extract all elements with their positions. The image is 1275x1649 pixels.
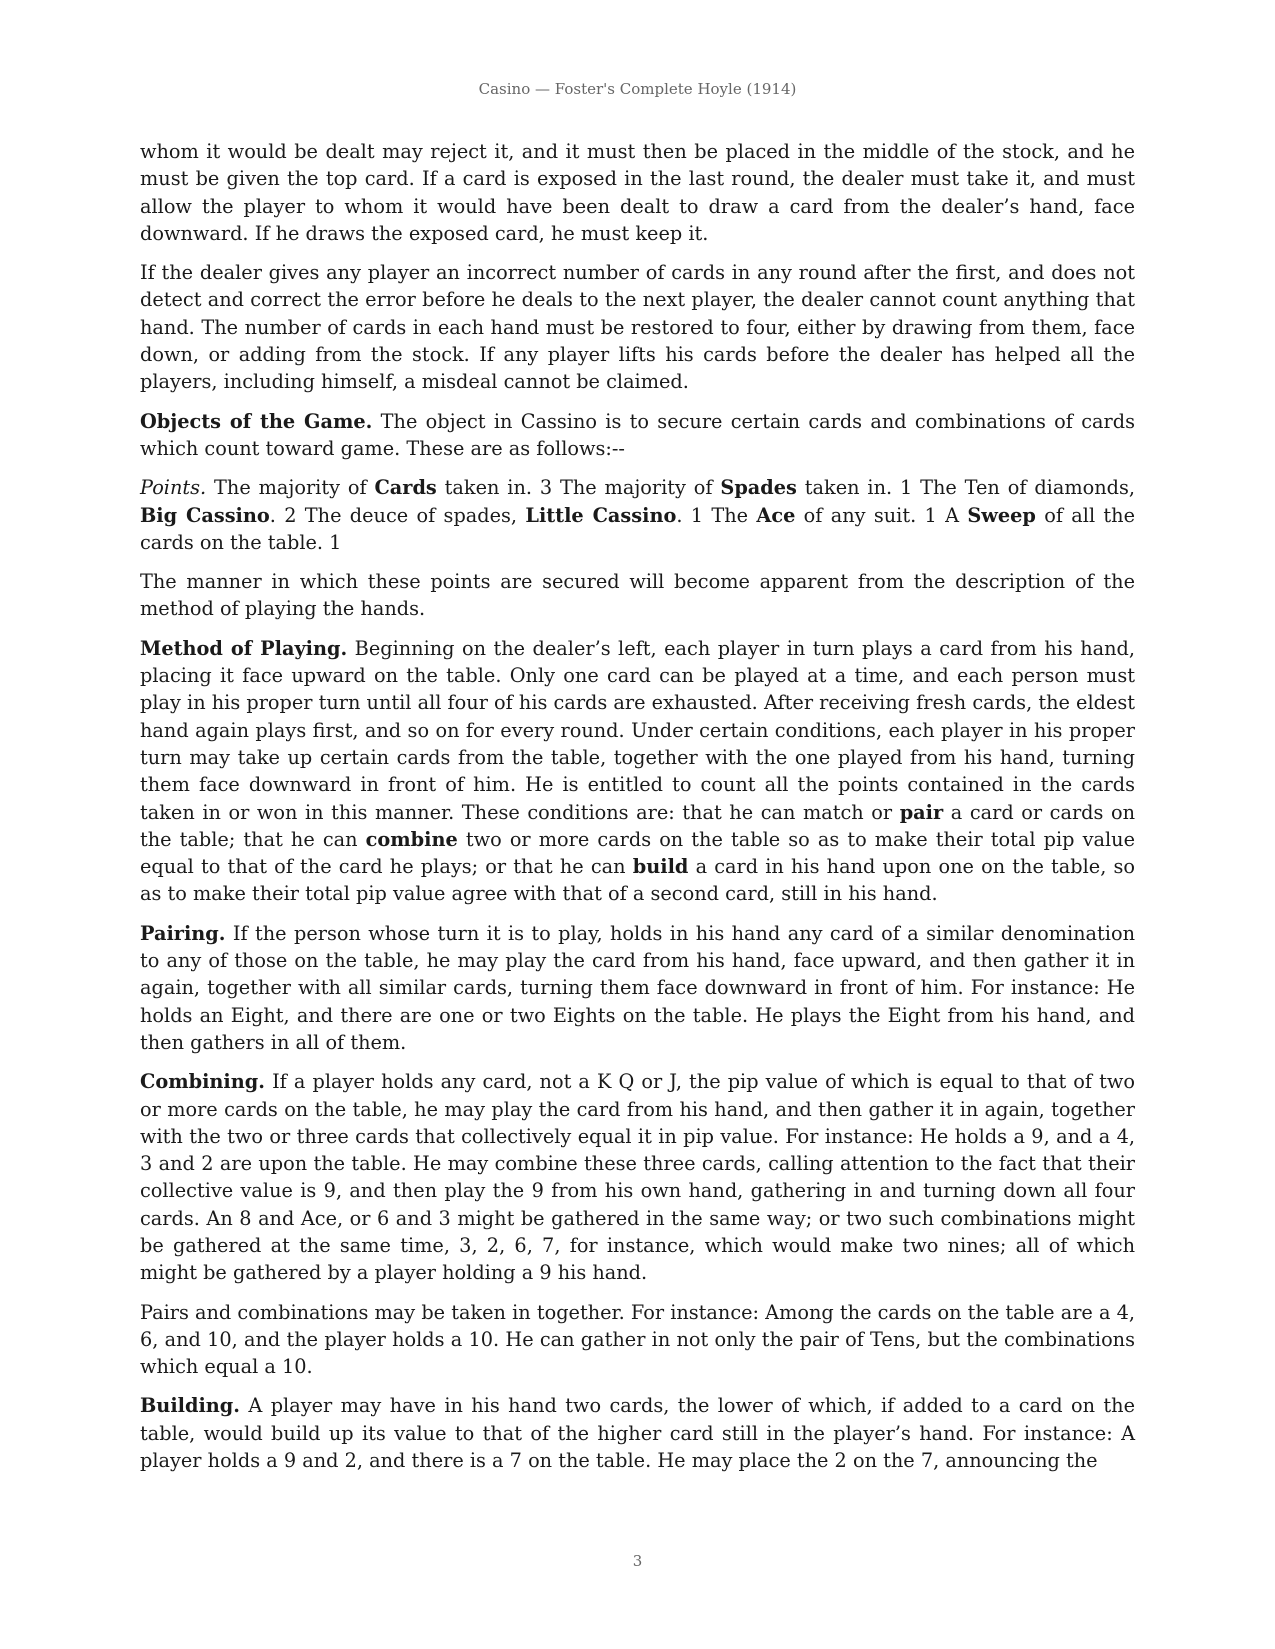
text-run: taken in. 3 The majority of: [436, 476, 721, 500]
text-run: taken in. 1 The Ten of diamonds,: [796, 476, 1136, 500]
text-run: a card or cards on the table; that he can: [140, 800, 1135, 851]
paragraph-points: [140, 474, 1135, 556]
paragraph-points-secured: [140, 568, 1135, 623]
text-run: two or more cards on the table so as to make their total pip value equal to that of the card he plays; or that he can: [140, 827, 1135, 879]
points-label: Points.: [140, 476, 207, 500]
section-heading: Objects of the Game.: [140, 409, 373, 433]
paragraph-text: The manner in which these points are secured will become apparent from the description of the method of playing the hands.: [140, 570, 1135, 621]
paragraph-incorrect-deal: [140, 259, 1135, 395]
term-combine: combine: [365, 827, 458, 851]
page-number: 3: [632, 1552, 643, 1570]
text-run: . 1 The: [676, 503, 757, 527]
section-heading: Method of Playing.: [140, 636, 348, 660]
body-text: [140, 138, 1135, 1486]
paragraph-combining: [140, 1068, 1135, 1286]
paragraph-text: Pairs and combinations may be taken in together. For instance: Among the cards on the table are a 4, 6, and 10, and the player holds a 10. He can gather in not only the pair of Tens, but the combinations which equal a 10.: [140, 1300, 1135, 1379]
paragraph-text: If the dealer gives any player an incorrect number of cards in any round after the first, and does not detect and correct the error before he deals to the next player, the dealer cannot count anything that hand. The number of cards in each hand must be restored to four, either by drawing from them, face down, or adding from the stock. If any player lifts his cards before the dealer has helped all the players, including himself, a misdeal cannot be claimed.: [140, 261, 1135, 394]
section-heading: Pairing.: [140, 921, 226, 945]
term-build: build: [632, 855, 689, 879]
paragraph-text: A player may have in his hand two cards, the lower of which, if added to a card on the table, would build up its value to that of the higher card still in the player’s hand. For instance: A player holds a 9 and 2, and there is a 7 on the table. He may place the 2 on the 7, announcing the: [140, 1394, 1135, 1473]
text-run: of any suit. 1 A: [795, 503, 968, 527]
paragraph-method-of-playing: [140, 635, 1135, 908]
paragraph-dealing-exposed-card: [140, 138, 1135, 247]
text-run: a card in his hand upon one on the table, so as to make their total pip value agree with that of a second card, still in his hand.: [140, 855, 1135, 906]
term-big-cassino: Big Cassino: [140, 503, 270, 527]
term-sweep: Sweep: [967, 503, 1036, 527]
term-cards: Cards: [374, 476, 437, 500]
running-title: Casino — Foster's Complete Hoyle (1914): [478, 80, 797, 98]
paragraph-pairs-and-combinations: [140, 1299, 1135, 1381]
paragraph-pairing: [140, 920, 1135, 1056]
paragraph-text: whom it would be dealt may reject it, and it must then be placed in the middle of the stock, and he must be given the top card. If a card is exposed in the last round, the dealer must take it, and must allow the player to whom it would have been dealt to draw a card from the dealer’s hand, face downward. If he draws the exposed card, he must keep it.: [140, 140, 1135, 245]
paragraph-building: [140, 1392, 1135, 1474]
section-heading: Building.: [140, 1394, 240, 1418]
paragraph-objects-of-game: [140, 408, 1135, 463]
paragraph-text: The object in Cassino is to secure certain cards and combinations of cards which count toward game. These are as follows:--: [140, 409, 1135, 460]
term-pair: pair: [899, 800, 944, 824]
text-run: of all the cards on the table. 1: [140, 503, 1136, 554]
text-run: Beginning on the dealer’s left, each player in turn plays a card from his hand, placing it face upward on the table. Only one card can be played at a time, and each person must play in his proper turn until all four of his cards are exhausted. After receiving fresh cards, the eldest hand again plays first, and so on for every round. Under certain conditions, each player in his proper turn may take up certain cards from the table, together with the one played from his hand, turning them face downward in front of him. He is entitled to count all the points contained in the cards taken in or won in this manner. These conditions are: that he can match or: [140, 636, 1136, 824]
paragraph-text: If the person whose turn it is to play, holds in his hand any card of a similar denomination to any of those on the table, he may play the card from his hand, face upward, and then gather it in again, together with all similar cards, turning them face downward in front of him. For instance: He holds an Eight, and there are one or two Eights on the table. He plays the Eight from his hand, and then gathers in all of them.: [140, 921, 1135, 1054]
paragraph-text: If a player holds any card, not a K Q or J, the pip value of which is equal to that of two or more cards on the table, he may play the card from his hand, and then gather it in again, together with the two or three cards that collectively equal it in pip value. For instance: He holds a 9, and a 4, 3 and 2 are upon the table. He may combine these three cards, calling attention to the fact that their collective value is 9, and then play the 9 from his own hand, gathering in and turning down all four cards. An 8 and Ace, or 6 and 3 might be gathered in the same way; or two such combinations might be gathered at the same time, 3, 2, 6, 7, for instance, which would make two nines; all of which might be gathered by a player holding a 9 his hand.: [140, 1070, 1135, 1285]
text-run: The majority of: [206, 476, 375, 500]
section-heading: Combining.: [140, 1070, 265, 1094]
term-ace: Ace: [756, 503, 796, 527]
term-spades: Spades: [720, 476, 797, 500]
term-little-cassino: Little Cassino: [525, 503, 677, 527]
text-run: . 2 The deuce of spades,: [269, 503, 526, 527]
